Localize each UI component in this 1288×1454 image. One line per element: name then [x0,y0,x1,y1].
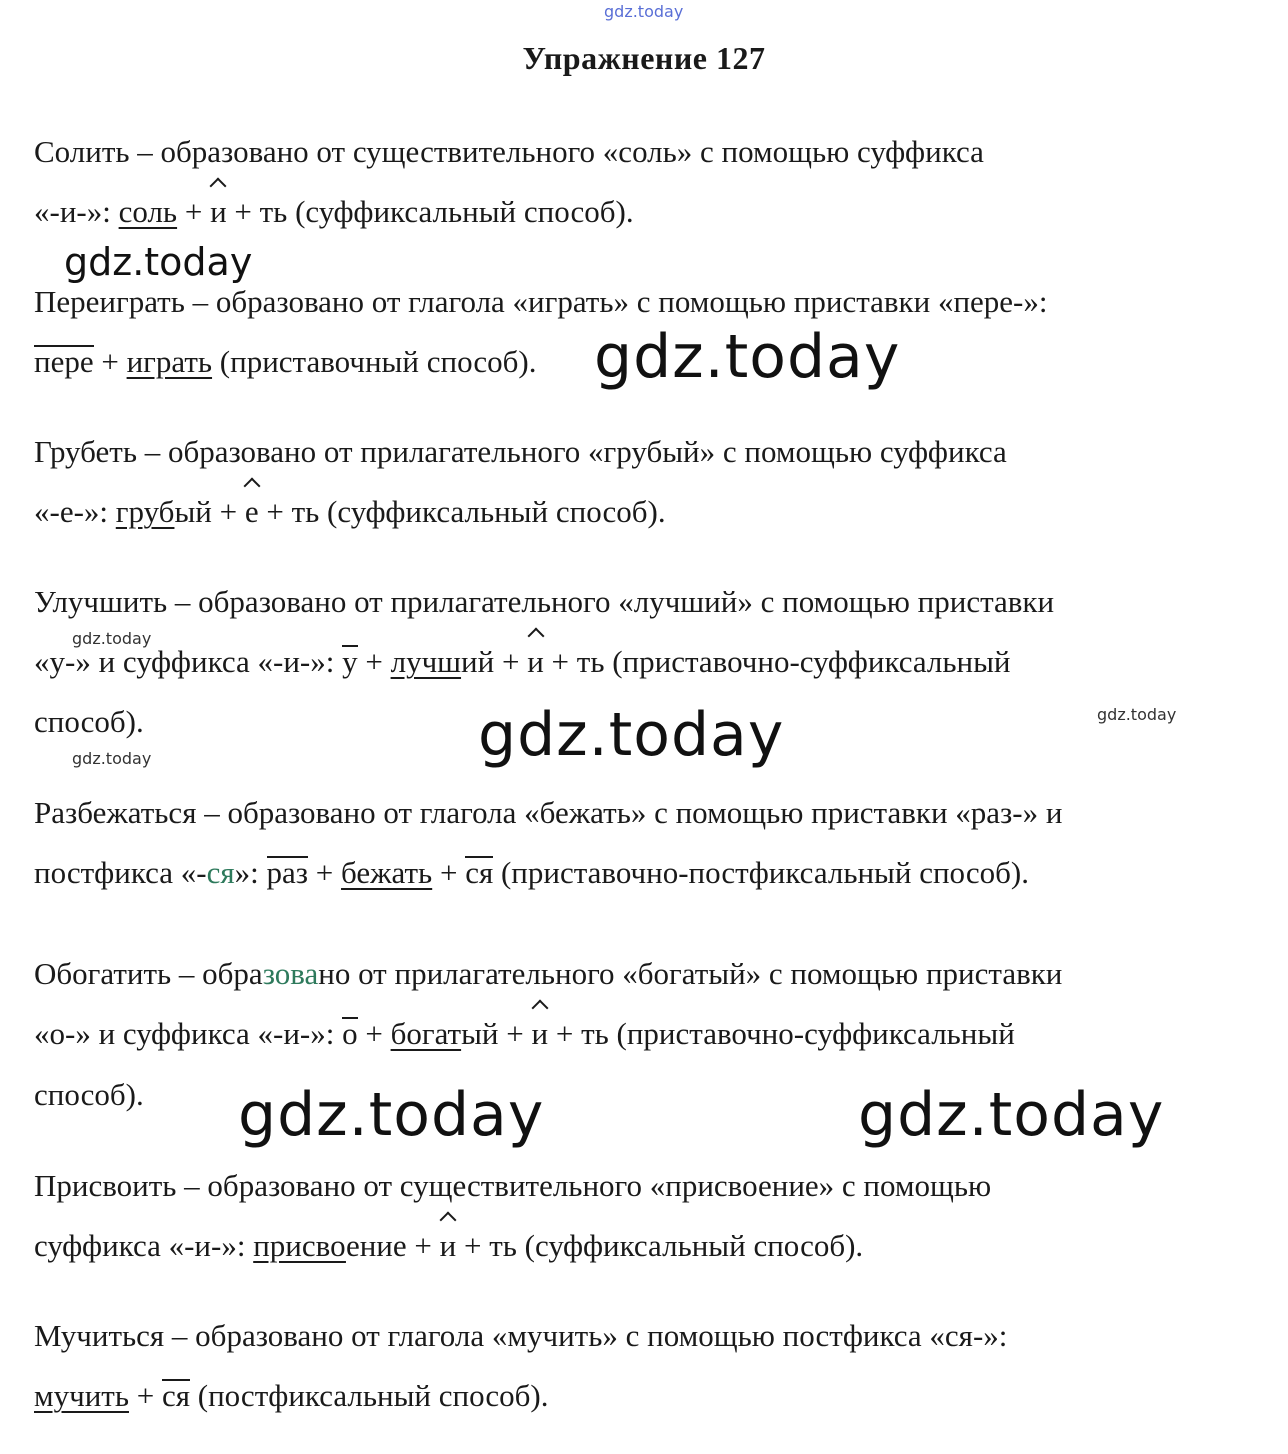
text: (приставочный способ). [212,344,537,379]
entry-razbezhatsya-line-1: Разбежаться – образовано от глагола «бежать» с помощью приставки «раз-» и [34,795,1063,830]
text: ий [461,644,495,679]
text: + [128,1378,162,1413]
entry-muchitsya-line-2 [34,1376,548,1416]
root: бежать [341,855,433,890]
entry-obogatit-line-3: способ). [34,1077,144,1112]
entry-pereigrat-line-1: Переиграть – образовано от глагола «играть» с помощью приставки «пере-»: [34,284,1048,319]
root: играть [126,344,213,379]
text: + ть (приставочно-суффиксальный [543,644,1011,679]
entry-pereigrat-line-2 [34,342,536,382]
entry-uluchshit-line-3: способ). [34,704,144,739]
text: ение [345,1228,407,1263]
entry-muchitsya-line-1: Мучиться – образовано от глагола «мучить» с помощью постфикса «ся-»: [34,1318,1008,1353]
text: + ть (суффиксальный способ). [258,494,666,529]
postfix: ся [161,1378,190,1413]
watermark: gdz.today [594,322,901,392]
text: ый [461,1016,499,1051]
entry-obogatit-line-2 [34,1014,1015,1054]
text: + [432,855,466,890]
text: + [357,644,391,679]
entry-grubet-line-1: Грубеть – образовано от прилагательного «грубый» с помощью суффикса [34,434,1007,469]
watermark: gdz.today [72,629,152,648]
root: груб [115,494,175,529]
watermark: gdz.today [1097,705,1177,724]
text: + [498,1016,532,1051]
text: «-и-»: [34,194,119,229]
entry-solit-line-2 [34,192,634,232]
entry-prisvoit-line-1: Присвоить – образовано от существительного «присвоение» с помощью [34,1168,992,1203]
text: «у-» и суффикса «-и-»: [34,644,343,679]
text: + ть (приставочно-суффиксальный [548,1016,1015,1051]
watermark: gdz.today [478,700,785,770]
text: зова [262,956,319,991]
text: Обогатить – обра [34,956,263,991]
root: богат [390,1016,462,1051]
root: присво [253,1228,346,1263]
entry-prisvoit-line-2 [34,1226,863,1266]
text: + [211,494,245,529]
text: + [494,644,528,679]
suffix: и [210,192,227,232]
entry-uluchshit-line-2 [34,642,1011,682]
text: + [177,194,211,229]
text: «о-» и суффикса «-и-»: [34,1016,343,1051]
text: «-е-»: [34,494,116,529]
suffix: и [527,642,544,682]
entry-uluchshit-line-1: Улучшить – образовано от прилагательного «лучший» с помощью приставки [34,584,1055,619]
root: мучить [34,1378,129,1413]
text: + ть (суффиксальный способ). [456,1228,864,1263]
entry-obogatit-line-1 [34,954,1062,994]
text: постфикса «- [34,855,207,890]
text: ся [206,855,235,890]
text: + ть (суффиксальный способ). [226,194,634,229]
text: + [308,855,342,890]
prefix: раз [266,855,309,890]
entry-solit-line-1: Солить – образовано от существительного «соль» с помощью суффикса [34,134,984,169]
postfix: ся [465,855,494,890]
entry-grubet-line-2 [34,492,666,532]
root: лучш [390,644,462,679]
text: + [357,1016,391,1051]
prefix: пере [34,344,94,379]
watermark: gdz.today [238,1080,545,1150]
text: + [406,1228,440,1263]
prefix: у [342,644,358,679]
text: + [93,344,127,379]
text: »: [234,855,267,890]
watermark: gdz.today [604,2,684,21]
watermark: gdz.today [72,749,152,768]
text: суффикса «-и-»: [34,1228,254,1263]
watermark: gdz.today [64,240,253,284]
suffix: е [245,492,259,532]
exercise-title: Упражнение 127 [522,40,766,76]
text: (постфиксальный способ). [190,1378,549,1413]
text: но от прилагательного «богатый» с помощью приставки [318,956,1063,991]
suffix: и [440,1226,457,1266]
watermark: gdz.today [858,1080,1165,1150]
text: ый [174,494,212,529]
root: соль [118,194,178,229]
prefix: о [342,1016,358,1051]
text: (приставочно-постфиксальный способ). [493,855,1029,890]
suffix: и [532,1014,549,1054]
entry-razbezhatsya-line-2 [34,853,1029,893]
